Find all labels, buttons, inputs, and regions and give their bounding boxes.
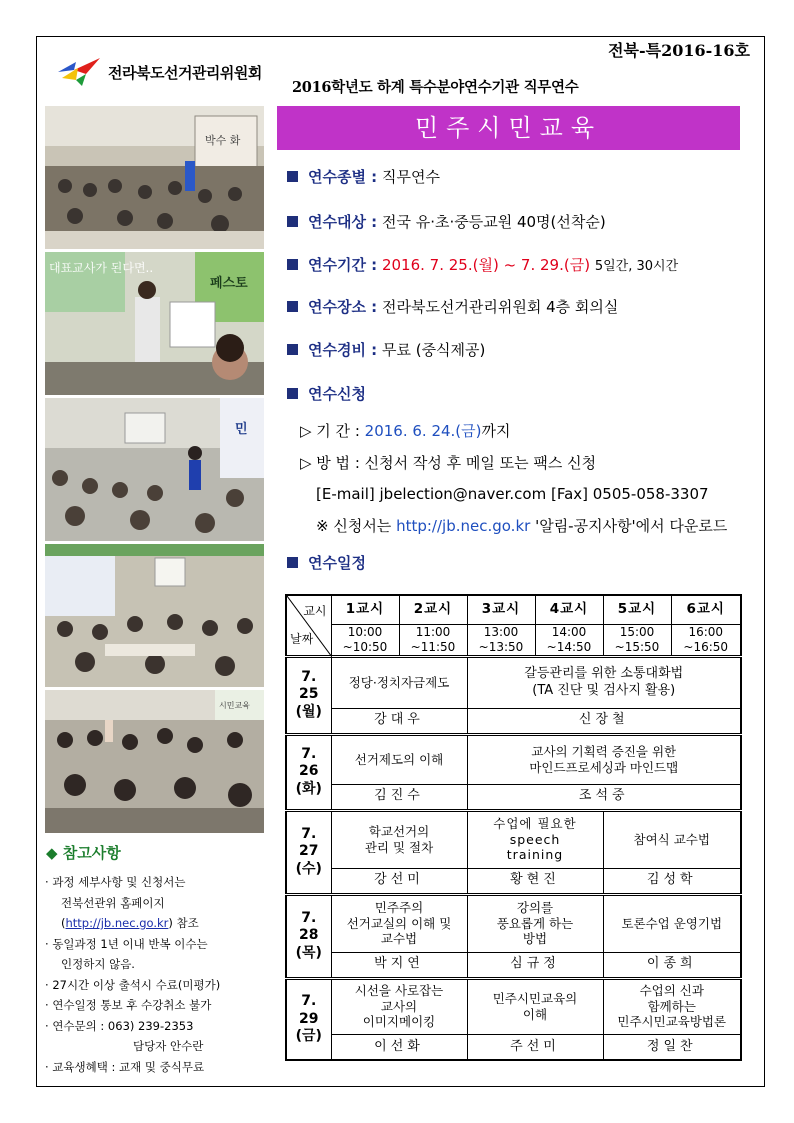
- topic-cell: 토론수업 운영기법: [603, 894, 741, 952]
- course-subtitle: 2016학년도 하계 특수분야연수기관 직무연수: [292, 79, 579, 96]
- topic-cell: 갈등관리를 위한 소통대화법 (TA 진단 및 검사지 활용): [467, 656, 741, 708]
- table-row: [286, 868, 741, 894]
- time-cell: 11:00 ~11:50: [399, 624, 467, 656]
- instructor-cell: 박지연: [331, 952, 467, 978]
- schedule-heading: 연수일정: [287, 552, 366, 573]
- topic-cell: 선거제도의 이해: [331, 734, 467, 784]
- instructor-cell: 이종희: [603, 952, 741, 978]
- application-period: ▷ 기 간 : 2016. 6. 24.(금)까지: [300, 422, 511, 440]
- bullet-square-icon: [287, 301, 298, 312]
- photo-teacher-speaking: [45, 252, 264, 395]
- homepage-link[interactable]: http://jb.nec.go.kr: [65, 916, 169, 930]
- bullet-square-icon: [287, 344, 298, 355]
- instructor-cell: 김진수: [331, 784, 467, 810]
- period-header: 5교시: [603, 595, 671, 624]
- info-label: 연수대상 :: [308, 213, 378, 231]
- bullet-square-icon: [287, 216, 298, 227]
- info-label: 연수경비 :: [308, 341, 378, 359]
- date-cell: 7. 28 (목): [286, 894, 331, 978]
- homepage-link[interactable]: http://jb.nec.go.kr: [396, 517, 531, 535]
- date-cell: 7. 26 (화): [286, 734, 331, 810]
- period-header: 4교시: [535, 595, 603, 624]
- instructor-cell: 이선화: [331, 1034, 467, 1060]
- info-period: [287, 254, 678, 275]
- table-row: [286, 894, 741, 952]
- instructor-cell: 황현진: [467, 868, 603, 894]
- table-row: [286, 734, 741, 784]
- topic-cell: 정당·정치자금제도: [331, 656, 467, 708]
- photo-workshop: [45, 544, 264, 687]
- organization-name: 전라북도선거관리위원회: [108, 64, 262, 82]
- topic-cell: 민주주의 선거교실의 이해 및 교수법: [331, 894, 467, 952]
- instructor-cell: 신장철: [467, 708, 741, 734]
- topic-cell: 강의를 풍요롭게 하는 방법: [467, 894, 603, 952]
- list-item: 담당자 안수란: [133, 1039, 204, 1053]
- info-value: 무료 (중식제공): [381, 341, 486, 359]
- instructor-cell: 강선미: [331, 868, 467, 894]
- time-cell: 14:00 ~14:50: [535, 624, 603, 656]
- topic-cell: 참여식 교수법: [603, 810, 741, 868]
- list-item: (http://jb.nec.go.kr) 참조: [61, 916, 199, 930]
- application-method: ▷ 방 법 : 신청서 작성 후 메일 또는 팩스 신청: [300, 454, 597, 472]
- info-target: [287, 211, 606, 232]
- table-row: [286, 1034, 741, 1060]
- info-label: 연수신청: [308, 385, 366, 403]
- topic-cell: 학교선거의 관리 및 절차: [331, 810, 467, 868]
- photo-classroom-group: [45, 398, 264, 541]
- table-row: [286, 952, 741, 978]
- date-cell: 7. 25 (월): [286, 656, 331, 734]
- period-header: 6교시: [671, 595, 741, 624]
- list-item: · 연수일정 통보 후 수강취소 불가: [45, 998, 212, 1012]
- date-cell: 7. 27 (수): [286, 810, 331, 894]
- instructor-cell: 조석중: [467, 784, 741, 810]
- photo-lecture-hall: [45, 106, 264, 249]
- table-row: [286, 810, 741, 868]
- list-item: · 교육생혜택 : 교재 및 중식무료: [45, 1059, 205, 1074]
- photo-sign-text: 대표교사가 된다면..: [49, 261, 154, 275]
- document-number: 전북-특2016-16호: [608, 41, 750, 60]
- instructor-cell: 강대우: [331, 708, 467, 734]
- instructor-cell: 김성학: [603, 868, 741, 894]
- bullet-square-icon: [287, 171, 298, 182]
- bullet-square-icon: [287, 388, 298, 399]
- info-course-type: [287, 166, 440, 187]
- photo-poster-text: 페스토: [210, 276, 248, 291]
- application-note: ※ 신청서는 http://jb.nec.go.kr '알림-공지사항'에서 다운로드: [316, 517, 728, 535]
- reference-heading: ◆ 참고사항: [46, 844, 121, 862]
- info-label: 연수장소 :: [308, 298, 378, 316]
- topic-cell: 수업의 신과 함께하는 민주시민교육방법론: [603, 978, 741, 1034]
- list-item: · 27시간 이상 출석시 수료(미평가): [45, 977, 221, 992]
- table-corner-cell: 교시 날짜: [286, 595, 331, 656]
- info-value-highlight: 2016. 7. 25.(월) ~ 7. 29.(금): [381, 256, 591, 274]
- bullet-square-icon: [287, 259, 298, 270]
- table-row: [286, 708, 741, 734]
- instructor-cell: 심규정: [467, 952, 603, 978]
- info-value: 5일간, 30시간: [594, 259, 679, 274]
- table-row: [286, 978, 741, 1034]
- info-location: [287, 296, 618, 317]
- photo-banner-text: 민: [235, 422, 248, 437]
- list-item: 인정하지 않음.: [61, 957, 135, 971]
- banner-title: 민주시민교육: [277, 106, 740, 150]
- list-item: · 연수문의 : 063) 239-2353: [45, 1018, 194, 1033]
- nec-logo-icon: [56, 52, 102, 88]
- list-item: · 과정 세부사항 및 신청서는: [45, 875, 186, 889]
- topic-cell: 교사의 기획력 증진을 위한 마인드프로세싱과 마인드맵: [467, 734, 741, 784]
- photo-discussion: [45, 690, 264, 833]
- instructor-cell: 주선미: [467, 1034, 603, 1060]
- reference-list: [45, 872, 270, 1077]
- period-header: 1교시: [331, 595, 399, 624]
- period-header: 2교시: [399, 595, 467, 624]
- info-cost: [287, 339, 485, 360]
- photo-board-text: 박수 화: [205, 134, 241, 147]
- info-value: 전라북도선거관리위원회 4층 회의실: [381, 298, 619, 316]
- info-label: 연수기간 :: [308, 256, 378, 274]
- list-item: 전북선관위 홈페이지: [61, 895, 165, 910]
- info-label: 연수종별 :: [308, 168, 378, 186]
- topic-cell: 시선을 사로잡는 교사의 이미지메이킹: [331, 978, 467, 1034]
- bullet-square-icon: [287, 557, 298, 568]
- time-cell: 13:00 ~13:50: [467, 624, 535, 656]
- photo-board-text-2: 시민교육: [219, 701, 250, 710]
- info-value: 전국 유·초·중등교원 40명(선착순): [381, 213, 606, 231]
- table-row: [286, 656, 741, 708]
- application-contact: [E-mail] jbelection@naver.com [Fax] 0505-058-3307: [316, 485, 709, 503]
- time-cell: 16:00 ~16:50: [671, 624, 741, 656]
- table-row: [286, 784, 741, 810]
- period-header: 3교시: [467, 595, 535, 624]
- time-cell: 15:00 ~15:50: [603, 624, 671, 656]
- topic-cell: 수업에 필요한 speech training: [467, 810, 603, 868]
- instructor-cell: 정일찬: [603, 1034, 741, 1060]
- topic-cell: 민주시민교육의 이해: [467, 978, 603, 1034]
- info-value: 직무연수: [381, 168, 440, 186]
- date-cell: 7. 29 (금): [286, 978, 331, 1060]
- schedule-table: [285, 594, 742, 1061]
- info-application-heading: [287, 383, 366, 404]
- time-cell: 10:00 ~10:50: [331, 624, 399, 656]
- list-item: · 동일과정 1년 이내 반복 이수는: [45, 936, 208, 951]
